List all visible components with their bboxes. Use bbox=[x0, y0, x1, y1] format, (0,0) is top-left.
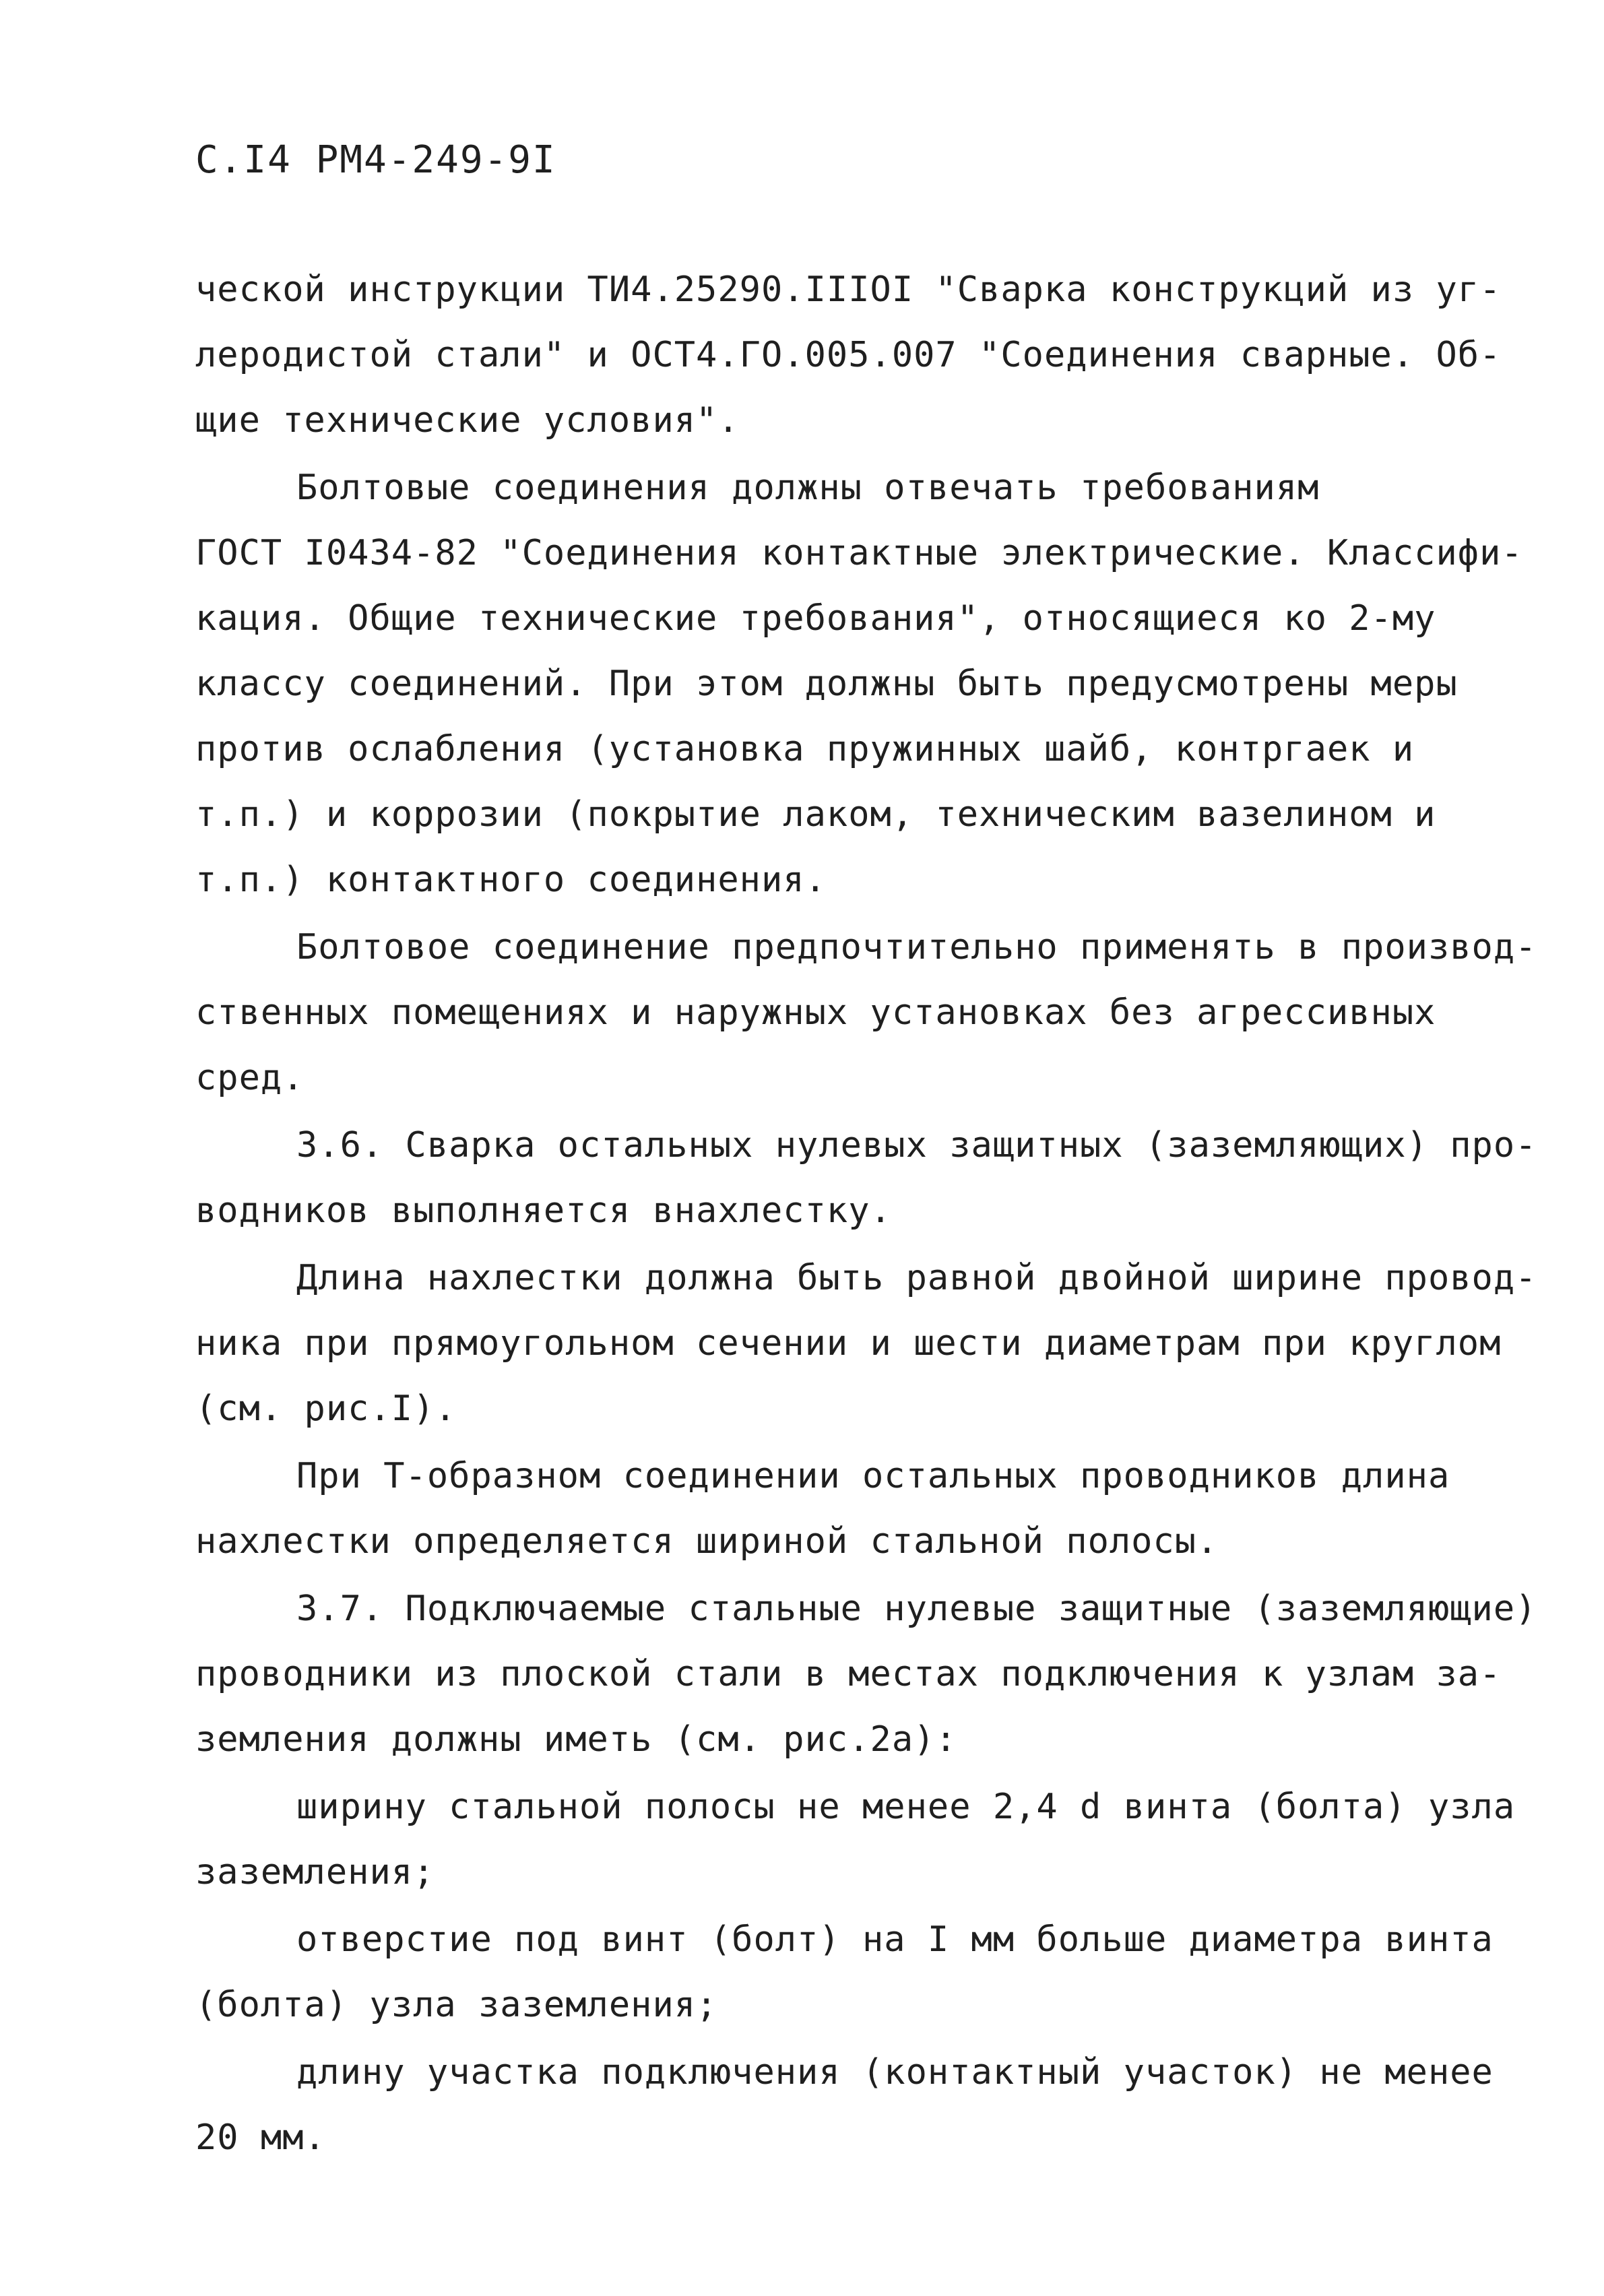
text-line: ческой инструкции ТИ4.25290.IIIOI "Сварка конструкций из уг- bbox=[195, 269, 1502, 310]
text-line: Болтовое соединение предпочтительно применять в производ- bbox=[296, 927, 1537, 967]
text-line: земления должны иметь (см. рис.2а): bbox=[195, 1719, 957, 1760]
text-line: 20 мм. bbox=[195, 2117, 326, 2158]
text-line: длину участка подключения (контактный участок) не менее bbox=[296, 2052, 1494, 2093]
text-line: ника при прямоугольном сечении и шести диаметрам при круглом bbox=[195, 1323, 1502, 1364]
text-line: Болтовые соединения должны отвечать требованиям bbox=[296, 468, 1320, 508]
text-line: (болта) узла заземления; bbox=[195, 1985, 718, 2025]
text-line: т.п.) контактного соединения. bbox=[195, 860, 827, 900]
text-line: ширину стальной полосы не менее 2,4 d винта (болта) узла bbox=[296, 1787, 1516, 1827]
text-line: 3.7. Подключаемые стальные нулевые защитные (заземляющие) bbox=[296, 1589, 1537, 1629]
text-line: проводники из плоской стали в местах подключения к узлам за- bbox=[195, 1654, 1502, 1694]
text-line: нахлестки определяется шириной стальной полосы. bbox=[195, 1521, 1219, 1562]
text-line: Длина нахлестки должна быть равной двойной ширине провод- bbox=[296, 1258, 1537, 1298]
text-line: ственных помещениях и наружных установках без агрессивных bbox=[195, 992, 1436, 1033]
text-line: леродистой стали" и ОСТ4.ГО.005.007 "Соединения сварные. Об- bbox=[195, 335, 1502, 375]
text-line: 3.6. Сварка остальных нулевых защитных (заземляющих) про- bbox=[296, 1125, 1537, 1166]
text-line: кация. Общие технические требования", относящиеся ко 2-му bbox=[195, 598, 1436, 639]
text-line: (см. рис.I). bbox=[195, 1389, 457, 1429]
text-line: водников выполняется внахлестку. bbox=[195, 1190, 892, 1231]
text-line: против ослабления (установка пружинных шайб, контргаек и bbox=[195, 729, 1415, 769]
text-line: ГОСТ I0434-82 "Соединения контактные электрические. Классифи- bbox=[195, 533, 1523, 573]
page-header: С.I4 РМ4-249-9I bbox=[195, 138, 556, 182]
text-line: При Т-образном соединении остальных проводников длина bbox=[296, 1456, 1450, 1496]
text-line: отверстие под винт (болт) на I мм больше диаметра винта bbox=[296, 1919, 1494, 1960]
text-line: щие технические условия". bbox=[195, 400, 740, 441]
text-line: т.п.) и коррозии (покрытие лаком, техническим вазелином и bbox=[195, 794, 1436, 835]
text-line: сред. bbox=[195, 1058, 304, 1098]
text-line: классу соединений. При этом должны быть предусмотрены меры bbox=[195, 664, 1458, 704]
text-line: заземления; bbox=[195, 1852, 435, 1892]
